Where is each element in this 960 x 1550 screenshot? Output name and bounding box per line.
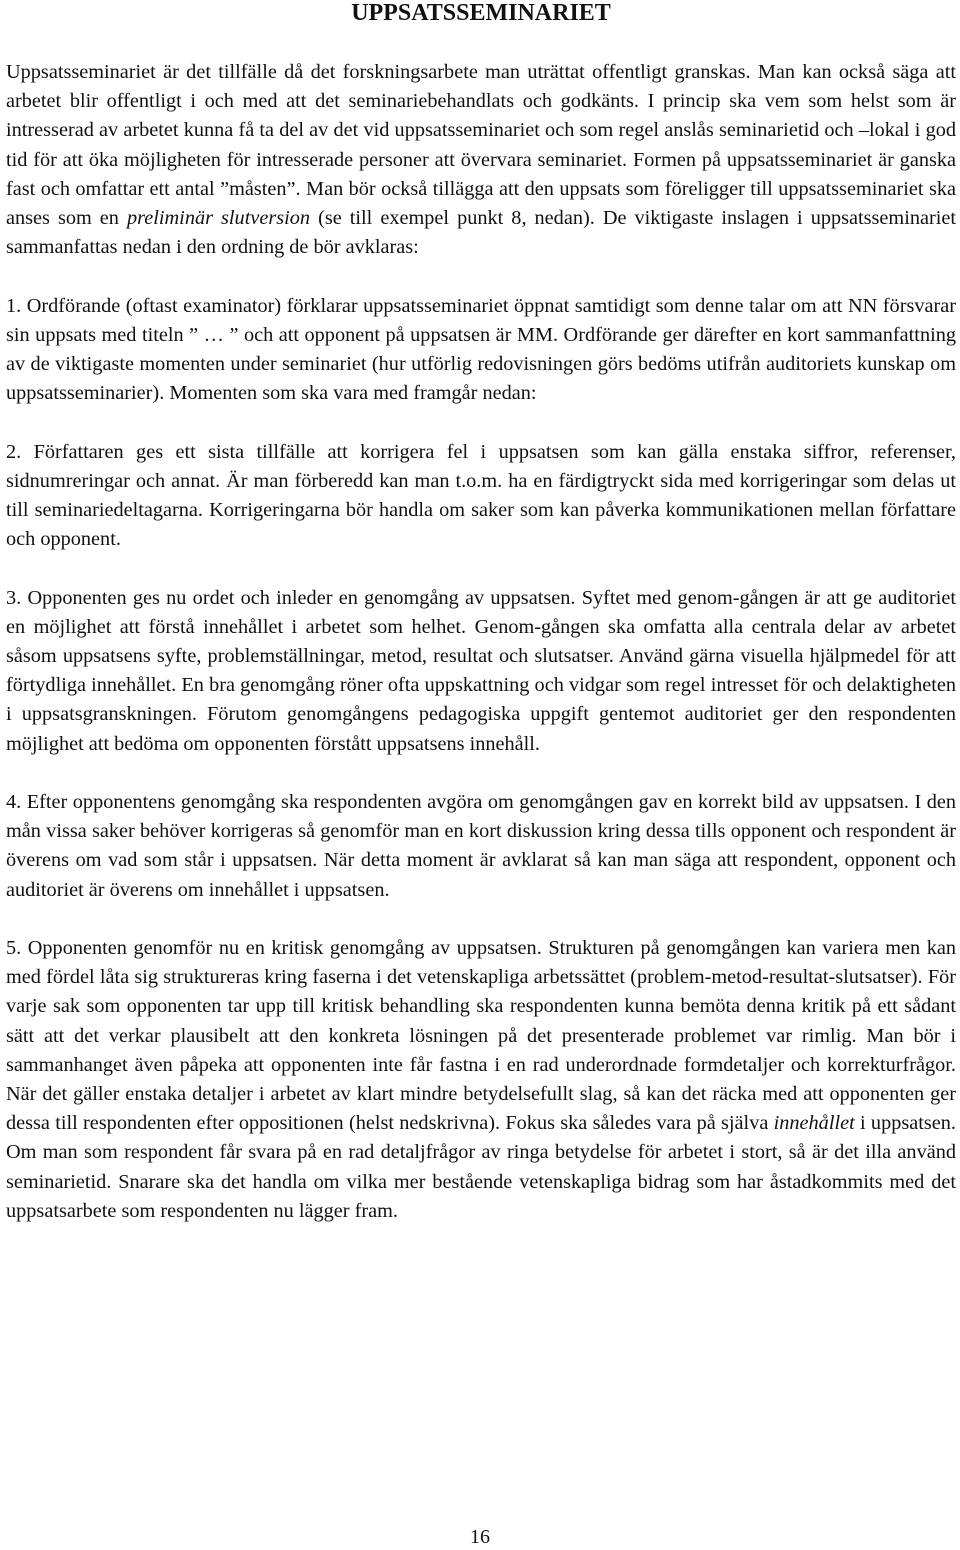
intro-emphasis: preliminär slutversion	[126, 207, 311, 230]
intro-text-start: Uppsatsseminariet är det tillfälle då det forskningsarbete man uträttat offentligt granskas. Man kan också säga att arbetet blir offentligt i och med att det seminariebehandlats och godkänts. I princip ska vem som helst som är intresserad av arbetet kunna få ta del av det vid uppsatsseminariet och som regel anslås seminarietid och –lokal i god tid för att öka möjligheten för intresserade personer att övervara seminariet. Formen på uppsatsseminariet är ganska fast och omfattar ett antal ”måsten”. Man bör också tillägga att den uppsats som föreligger till uppsatsseminariet ska anses som en	[6, 61, 956, 230]
page-title: UPPSATSSEMINARIET	[351, 0, 611, 26]
item-4-paragraph: 4. Efter opponentens genomgång ska respondenten avgöra om genomgången gav en korrekt bild av uppsatsen. I den mån vissa saker behöver korrigeras så genomför man en kort diskussion kring dessa tills opponent och respondent är överens om vad som står i uppsatsen. När detta moment är avklarat så kan man säga att respondent, opponent och auditoriet är överens om innehållet i uppsatsen.	[6, 791, 956, 901]
item-5-emphasis: innehållet	[773, 1112, 855, 1135]
intro-text-end: (se till exempel punkt 8, nedan). De viktigaste inslagen i uppsatsseminariet sammanfattas nedan i den ordning de bör avklaras:	[6, 207, 957, 259]
intro-paragraph	[6, 58, 956, 262]
document-page	[6, 0, 956, 1226]
item-3-paragraph: 3. Opponenten ges nu ordet och inleder en genomgång av uppsatsen. Syftet med genom-gången är att ge auditoriet en möjlighet att förstå innehållet i arbetet som helhet. Genom-gången ska omfatta alla centrala delar av arbetet såsom uppsatsens syfte, problemställningar, metod, resultat och slutsatser. Använd gärna visuella hjälpmedel för att förtydliga innehållet. En bra genomgång röner ofta uppskattning och vidgar som regel intresset för och delaktigheten i uppsatsgranskningen. Förutom genomgångens pedagogiska uppgift gentemot auditoriet ger den respondenten möjlighet att bedöma om opponenten förstått uppsatsens innehåll.	[6, 586, 956, 755]
item-2-paragraph: 2. Författaren ges ett sista tillfälle att korrigera fel i uppsatsen som kan gälla enstaka siffror, referenser, sidnumreringar och annat. Är man förberedd kan man t.o.m. ha en färdigtryckt sida med korrigeringar som delas ut till seminariedeltagarna. Korrigeringarna bör handla om saker som kan påverka kommunikationen mellan författare och opponent.	[6, 440, 956, 551]
page-number: 16	[470, 1526, 490, 1548]
item-5-text-start: 5. Opponenten genomför nu en kritisk genomgång av uppsatsen. Strukturen på genomgången kan variera men kan med fördel låta sig struktureras kring faserna i det vetenskapliga arbetssättet (problem-metod-resultat-slutsatser). För varje sak som opponenten tar upp till kritisk behandling ska respondenten kunna bemöta denna kritik på ett sådant sätt att det verkar plausibelt att den konkreta lösningen på det presenterade problemet var rimlig. Man bör i sammanhanget även påpeka att opponenten inte får fastna i en rad underordnade formdetaljer och korrekturfrågor. När det gäller enstaka detaljer i arbetet av klart mindre betydelsefullt slag, så kan det räcka med att opponenten ger dessa till respondenten efter oppositionen (helst nedskrivna). Fokus ska således vara på själva	[6, 937, 956, 1135]
item-1-paragraph: 1. Ordförande (oftast examinator) förklarar uppsatsseminariet öppnat samtidigt som denne talar om att NN försvarar sin uppsats med titeln ” … ” och att opponent på uppsatsen är MM. Ordförande ger därefter en kort sammanfattning av de viktigaste momenten under seminariet (hur utförlig redovisningen görs bedöms utifrån auditoriets kunskap om uppsatsseminarier). Momenten som ska vara med framgår nedan:	[6, 294, 956, 405]
item-5-text-end: i uppsatsen. Om man som respondent får svara på en rad detaljfrågor av ringa betydelse för arbetet i stort, så är det illa använd seminarietid. Snarare ska det handla om vilka mer bestående vetenskapliga bidrag som har åstadkommits med det uppsatsarbete som respondenten nu lägger fram.	[6, 1112, 956, 1222]
item-5-paragraph	[6, 934, 956, 1226]
